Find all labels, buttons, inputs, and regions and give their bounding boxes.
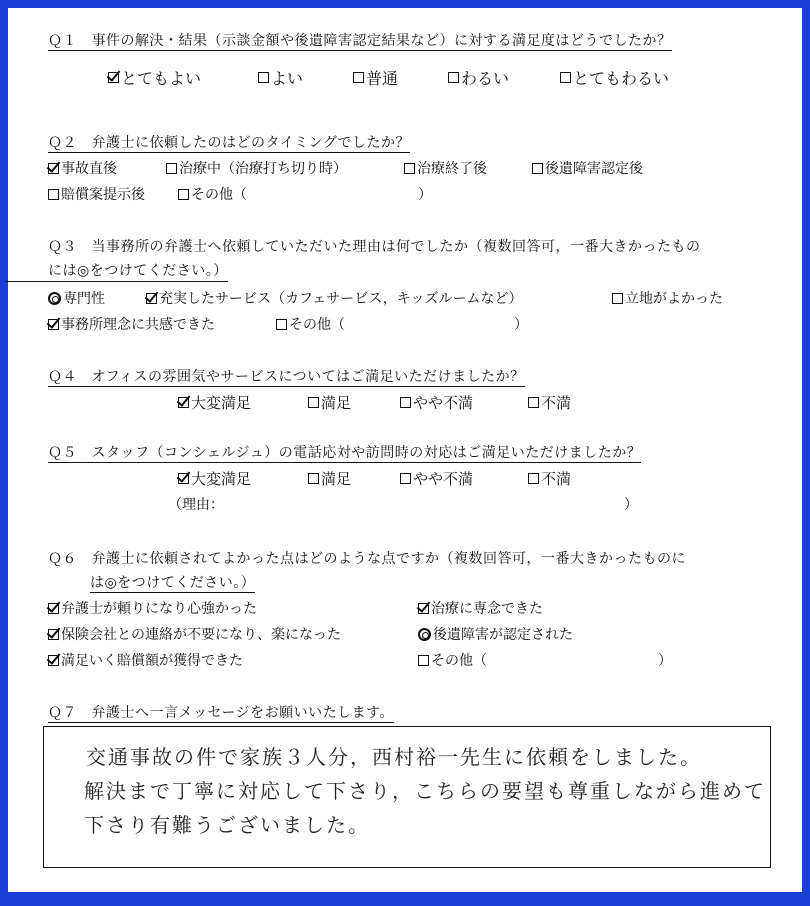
q3-option-4[interactable] (48, 314, 215, 334)
q1-option-5[interactable] (560, 66, 669, 89)
checkbox[interactable] (612, 293, 623, 304)
option-label: 後遺障害が認定された (433, 627, 573, 643)
survey-sheet (8, 8, 802, 892)
checkbox[interactable] (308, 397, 319, 408)
option-label: やや不満 (413, 470, 474, 488)
q1-option-3[interactable] (353, 66, 398, 89)
q7-title (48, 702, 394, 722)
q4-title (48, 366, 525, 386)
q4-title-text: Ｑ４ オフィスの雰囲気やサービスについてはご満足いただけましたか？ (48, 369, 525, 385)
q2-option-3[interactable] (404, 158, 487, 178)
q1-option-1[interactable] (108, 66, 201, 89)
checkbox[interactable] (404, 163, 415, 174)
option-label: その他（ (289, 317, 345, 333)
q3-option-2[interactable] (146, 288, 522, 308)
checkbox-checked[interactable] (178, 397, 189, 408)
option-label: 専門性 (63, 291, 105, 307)
option-label: 治療中（治療打ち切り時） (179, 161, 347, 177)
q4-option-1[interactable] (178, 392, 251, 413)
q2-option-4[interactable] (532, 158, 643, 178)
option-label: 事務所理念に共感できた (61, 317, 215, 333)
checkbox-checked[interactable] (108, 72, 119, 83)
message-line-2: 解決まで丁寧に対応して下さり，こちらの要望も尊重しながら進めて (84, 779, 766, 803)
checkbox[interactable] (528, 473, 539, 484)
checkbox[interactable] (560, 72, 571, 83)
q2-option-5[interactable] (48, 184, 145, 204)
option-label: 治療終了後 (417, 161, 487, 177)
checkbox[interactable] (353, 72, 364, 83)
checkbox-checked[interactable] (178, 473, 189, 484)
paren-close: ） (514, 317, 528, 333)
q1-option-2[interactable] (258, 66, 303, 89)
option-label: 保険会社との連絡が不要になり、楽になった (61, 627, 341, 643)
option-label: 治療に専念できた (431, 601, 543, 617)
q6-other-close (658, 650, 672, 670)
q3-option-3[interactable] (612, 288, 723, 308)
checkbox-checked[interactable] (418, 603, 429, 614)
reason-close: ） (624, 497, 638, 513)
option-label: 賠償案提示後 (61, 187, 145, 203)
checkbox-checked[interactable] (48, 629, 59, 640)
q5-title-text: Ｑ５ スタッフ（コンシェルジュ）の電話応対や訪問時の対応はご満足いただけましたか？ (48, 445, 642, 461)
q7-title-text: Ｑ７ 弁護士へ一言メッセージをお願いいたします。 (48, 705, 395, 721)
double-circle-mark[interactable] (418, 628, 431, 641)
q5-reason (168, 494, 638, 514)
checkbox-checked[interactable] (146, 293, 157, 304)
option-label: 満足 (321, 470, 352, 488)
q6-option-4[interactable] (418, 624, 573, 644)
option-label: とてもわるい (573, 69, 670, 88)
option-label: 弁護士が頼りになり心強かった (61, 601, 257, 617)
option-label: とてもよい (121, 69, 202, 88)
q2-title (48, 132, 410, 152)
option-label: よい (271, 69, 304, 88)
checkbox[interactable] (258, 72, 269, 83)
option-label: わるい (461, 69, 510, 88)
q6-title-text-1: Ｑ６ 弁護士に依頼されてよかった点はどのような点ですか（複数回答可，一番大きかったものに (48, 551, 686, 567)
q6-title-line1 (48, 548, 686, 568)
q3-other-close (514, 314, 528, 334)
q5-option-1[interactable] (178, 468, 251, 489)
q2-other-close (418, 184, 432, 204)
checkbox-checked[interactable] (48, 163, 59, 174)
checkbox[interactable] (276, 319, 287, 330)
option-label: 満足 (321, 394, 352, 412)
q6-option-2[interactable] (418, 598, 543, 618)
checkbox[interactable] (532, 163, 543, 174)
q1-title (48, 30, 672, 50)
checkbox[interactable] (400, 473, 411, 484)
option-label: 立地がよかった (625, 291, 723, 307)
q6-option-6[interactable] (418, 650, 487, 670)
q5-option-2[interactable] (308, 468, 351, 489)
checkbox[interactable] (528, 397, 539, 408)
option-label: 普通 (366, 69, 399, 88)
checkbox-checked[interactable] (48, 319, 59, 330)
checkbox[interactable] (400, 397, 411, 408)
option-label: 不満 (541, 394, 572, 412)
q3-option-5[interactable] (276, 314, 345, 334)
q1-title-text: Ｑ１ 事件の解決・結果（示談金額や後遺障害認定結果など）に対する満足度はどうでしたか？ (48, 33, 672, 49)
option-label: 不満 (541, 470, 572, 488)
q3-option-1[interactable] (48, 288, 105, 308)
double-circle-mark[interactable] (48, 292, 61, 305)
option-label: 満足いく賠償額が獲得できた (61, 653, 243, 669)
q6-title-line2 (90, 572, 255, 592)
checkbox[interactable] (308, 473, 319, 484)
q3-title-text-1: Ｑ３ 当事務所の弁護士へ依頼していただいた理由は何でしたか（複数回答可，一番大きかったもの (48, 239, 701, 255)
q2-option-6[interactable] (178, 184, 247, 204)
q4-option-3[interactable] (400, 392, 473, 413)
q5-option-4[interactable] (528, 468, 571, 489)
message-box (43, 726, 771, 868)
q6-option-3[interactable] (48, 624, 341, 644)
message-line-1: 交通事故の件で家族３人分，西村裕一先生に依頼をしました。 (86, 745, 702, 769)
option-label: 大変満足 (191, 470, 252, 488)
reason-label: （理由： (168, 497, 224, 513)
q3-title-line2 (48, 260, 228, 282)
option-label: やや不満 (413, 394, 474, 412)
checkbox[interactable] (448, 72, 459, 83)
option-label: 充実したサービス（カフェサービス，キッズルームなど） (159, 291, 523, 307)
option-label: 後遺障害認定後 (545, 161, 643, 177)
checkbox[interactable] (48, 189, 59, 200)
checkbox[interactable] (178, 189, 189, 200)
q5-option-3[interactable] (400, 468, 473, 489)
checkbox[interactable] (418, 655, 429, 666)
q6-title-text-2: は◎をつけてください。） (90, 575, 256, 591)
checkbox-checked[interactable] (48, 655, 59, 666)
q6-option-1[interactable] (48, 598, 257, 618)
option-label: 大変満足 (191, 394, 252, 412)
q5-title (48, 442, 641, 462)
option-label: 事故直後 (61, 161, 117, 177)
q3-title-text-2: には◎をつけてください。） (6, 260, 228, 282)
checkbox-checked[interactable] (48, 603, 59, 614)
q2-option-2[interactable] (166, 158, 347, 178)
q4-option-2[interactable] (308, 392, 351, 413)
q3-title-line1 (48, 236, 701, 256)
checkbox[interactable] (166, 163, 177, 174)
message-line-3: 下さり有難うございました。 (84, 813, 370, 837)
option-label: その他（ (431, 653, 487, 669)
q4-option-4[interactable] (528, 392, 571, 413)
q2-option-1[interactable] (48, 158, 117, 178)
paren-close: ） (418, 187, 432, 203)
q6-option-5[interactable] (48, 650, 243, 670)
q1-option-4[interactable] (448, 66, 509, 89)
paren-close: ） (658, 653, 672, 669)
option-label: その他（ (191, 187, 247, 203)
q2-title-text: Ｑ２ 弁護士に依頼したのはどのタイミングでしたか？ (48, 135, 410, 151)
